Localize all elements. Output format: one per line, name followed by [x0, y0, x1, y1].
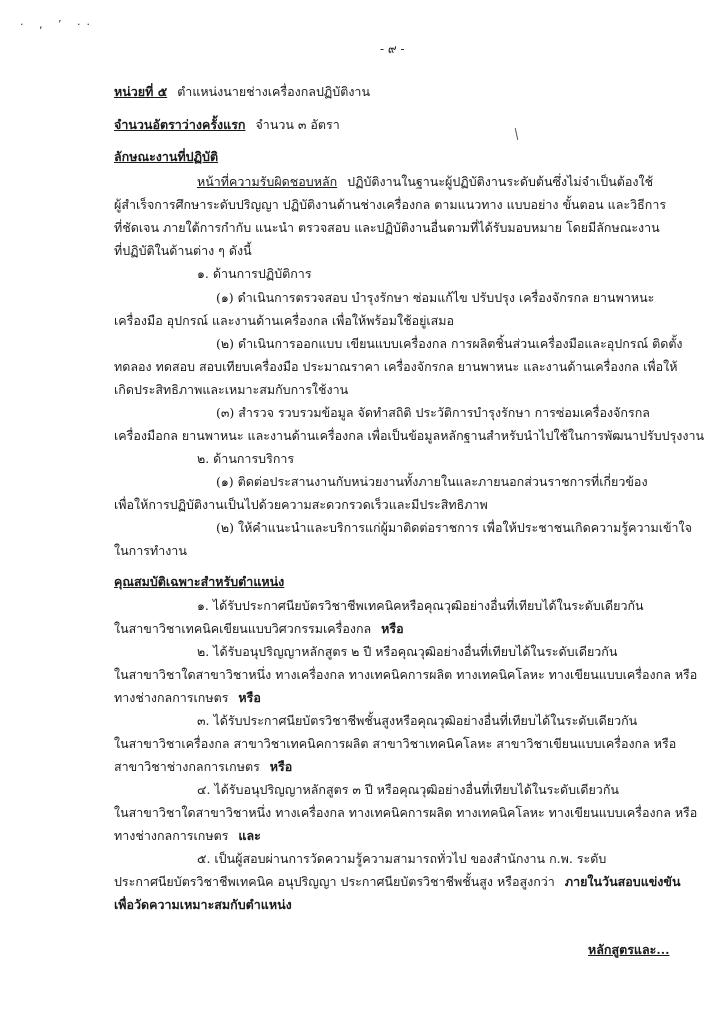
- duties-heading: ลักษณะงานที่ปฏิบัติ: [114, 149, 219, 164]
- or-connector: หรือ: [269, 759, 293, 774]
- qualification-1-line-1: ๑. ได้รับประกาศนียบัตรวิชาชีพเทคนิคหรือคุณวุฒิอย่างอื่นที่เทียบได้ในระดับเดียวกัน: [197, 598, 644, 613]
- qualification-3-line-3: [114, 755, 668, 778]
- qualification-2-line-1: ๒. ได้รับอนุปริญญาหลักสูตร ๒ ปี หรือคุณวุฒิอย่างอื่นที่เทียบได้ในระดับเดียวกัน: [197, 644, 618, 659]
- operations-item-2-line-1: (๒) ดำเนินการออกแบบ เขียนแบบเครื่องกล การผลิตชิ้นส่วนเครื่องมือและอุปกรณ์ ติดตั้ง: [216, 336, 683, 351]
- qualification-5-line-2: [114, 870, 681, 893]
- main-duty-line-3: ที่ชัดเจน ภายใต้การกำกับ แนะนำ ตรวจสอบ และปฏิบัติงานอื่นตามที่ได้รับมอบหมาย โดยมีลักษณะงาน: [114, 220, 660, 235]
- unit-label: หน่วยที่ ๕: [114, 84, 168, 99]
- qualification-4-text: ทางช่างกลการเกษตร: [114, 828, 229, 843]
- page-number: - ๙ -: [380, 42, 405, 56]
- qualification-3-line-1: ๓. ได้รับประกาศนียบัตรวิชาชีพชั้นสูงหรือคุณวุฒิอย่างอื่นที่เทียบได้ในระดับเดียวกัน: [197, 713, 638, 728]
- vacancy-line: [114, 113, 668, 136]
- service-item-1-line-2: เพื่อให้การปฏิบัติงานเป็นไปด้วยความสะดวกรวดเร็วและมีประสิทธิภาพ: [114, 497, 488, 512]
- or-connector: หรือ: [381, 621, 404, 636]
- qualification-5-line-1: ๕. เป็นผู้สอบผ่านการวัดความรู้ความสามารถทั่วไป ของสำนักงาน ก.พ. ระดับ: [197, 851, 607, 866]
- or-connector: หรือ: [238, 690, 261, 705]
- unit-heading: [114, 80, 668, 103]
- operations-item-1-line-1: (๑) ดำเนินการตรวจสอบ บำรุงรักษา ซ่อมแก้ไข ปรับปรุง เครื่องจักรกล ยานพาหนะ: [216, 290, 655, 305]
- scan-specks: · ‚ ’ ··: [20, 18, 96, 31]
- qualification-5-line-3: เพื่อวัดความเหมาะสมกับตำแหน่ง: [114, 897, 292, 912]
- qualification-5-emphasis: ภายในวันสอบแข่งขัน: [564, 874, 681, 889]
- qualification-4-line-1: ๔. ได้รับอนุปริญญาหลักสูตร ๓ ปี หรือคุณวุฒิอย่างอื่นที่เทียบได้ในระดับเดียวกัน: [197, 782, 619, 797]
- qualification-2-line-2: ในสาขาวิชาใดสาขาวิชาหนึ่ง ทางเครื่องกล ทางเทคนิคการผลิต ทางเทคนิคโลหะ ทางเขียนแบบเครื่องกล หรือ: [114, 667, 698, 682]
- qualification-1-text: ในสาขาวิชาเทคนิคเขียนแบบวิศวกรรมเครื่องกล: [114, 621, 372, 636]
- qualification-4-line-2: ในสาขาวิชาใดสาขาวิชาหนึ่ง ทางเครื่องกล ทางเทคนิคการผลิต ทางเทคนิคโลหะ ทางเขียนแบบเครื่องกล หรือ: [114, 805, 698, 820]
- main-duty-text-1: ปฏิบัติงานในฐานะผู้ปฏิบัติงานระดับต้นซึ่งไม่จำเป็นต้องใช้: [347, 174, 654, 189]
- operations-item-1-line-2: เครื่องมือ อุปกรณ์ และงานด้านเครื่องกล เพื่อให้พร้อมใช้อยู่เสมอ: [114, 313, 455, 328]
- qualification-2-text: ทางช่างกลการเกษตร: [114, 690, 229, 705]
- operations-item-2-line-2: ทดลอง ทดสอบ สอบเทียบเครื่องมือ ประมาณราคา เครื่องจักรกล ยานพาหนะ และงานด้านเครื่องกล เพื่อให้: [114, 359, 678, 374]
- operations-item-2-line-3: เกิดประสิทธิภาพและเหมาะสมกับการใช้งาน: [114, 382, 349, 397]
- area-service-heading: ๒. ด้านการบริการ: [197, 451, 295, 466]
- main-duty-line-4: ที่ปฏิบัติในด้านต่าง ๆ ดังนี้: [114, 243, 252, 258]
- vacancy-label: จำนวนอัตราว่างครั้งแรก: [114, 117, 246, 132]
- qualification-4-line-3: [114, 824, 668, 847]
- main-duty-label: หน้าที่ความรับผิดชอบหลัก: [197, 174, 338, 189]
- qualification-3-line-2: ในสาขาวิชาเครื่องกล สาขาวิชาเทคนิคการผลิต สาขาวิชาเทคนิคโลหะ สาขาวิชาเขียนแบบเครื่องกล หรือ: [114, 736, 677, 751]
- qualification-1-line-2: [114, 617, 668, 640]
- and-connector: และ: [238, 828, 261, 843]
- operations-item-3-line-1: (๓) สำรวจ รวบรวมข้อมูล จัดทำสถิติ ประวัติการบำรุงรักษา การซ่อมเครื่องจักรกล: [216, 405, 650, 420]
- qualifications-heading: คุณสมบัติเฉพาะสำหรับตำแหน่ง: [114, 574, 285, 589]
- unit-title: ตำแหน่งนายช่างเครื่องกลปฏิบัติงาน: [177, 84, 370, 99]
- qualification-2-line-3: [114, 686, 668, 709]
- operations-item-3-line-2: เครื่องมือกล ยานพาหนะ และงานด้านเครื่องกล เพื่อเป็นข้อมูลหลักฐานสำหรับนำไปใช้ในการพัฒนาปรับปรุงงาน: [114, 428, 705, 443]
- vacancy-value: จำนวน ๓ อัตรา: [255, 117, 340, 132]
- qualification-5-text: ประกาศนียบัตรวิชาชีพเทคนิค อนุปริญญา ประกาศนียบัตรวิชาชีพชั้นสูง หรือสูงกว่า: [114, 874, 555, 889]
- main-duty-line-1: [197, 170, 667, 193]
- service-item-2-line-1: (๒) ให้คำแนะนำและบริการแก่ผู้มาติดต่อราชการ เพื่อให้ประชาชนเกิดความรู้ความเข้าใจ: [216, 520, 692, 535]
- service-item-2-line-2: ในการทำงาน: [114, 543, 187, 558]
- continued-footer: หลักสูตรและ...: [588, 942, 670, 957]
- main-duty-line-2: ผู้สำเร็จการศึกษาระดับปริญญา ปฏิบัติงานด้านช่างเครื่องกล ตามแนวทาง แบบอย่าง ขั้นตอน และวิธีการ: [114, 197, 667, 212]
- qualification-3-text: สาขาวิชาช่างกลการเกษตร: [114, 759, 260, 774]
- service-item-1-line-1: (๑) ติดต่อประสานงานกับหน่วยงานทั้งภายในและภายนอกส่วนราชการที่เกี่ยวข้อง: [216, 474, 648, 489]
- area-operations-heading: ๑. ด้านการปฏิบัติการ: [197, 266, 312, 281]
